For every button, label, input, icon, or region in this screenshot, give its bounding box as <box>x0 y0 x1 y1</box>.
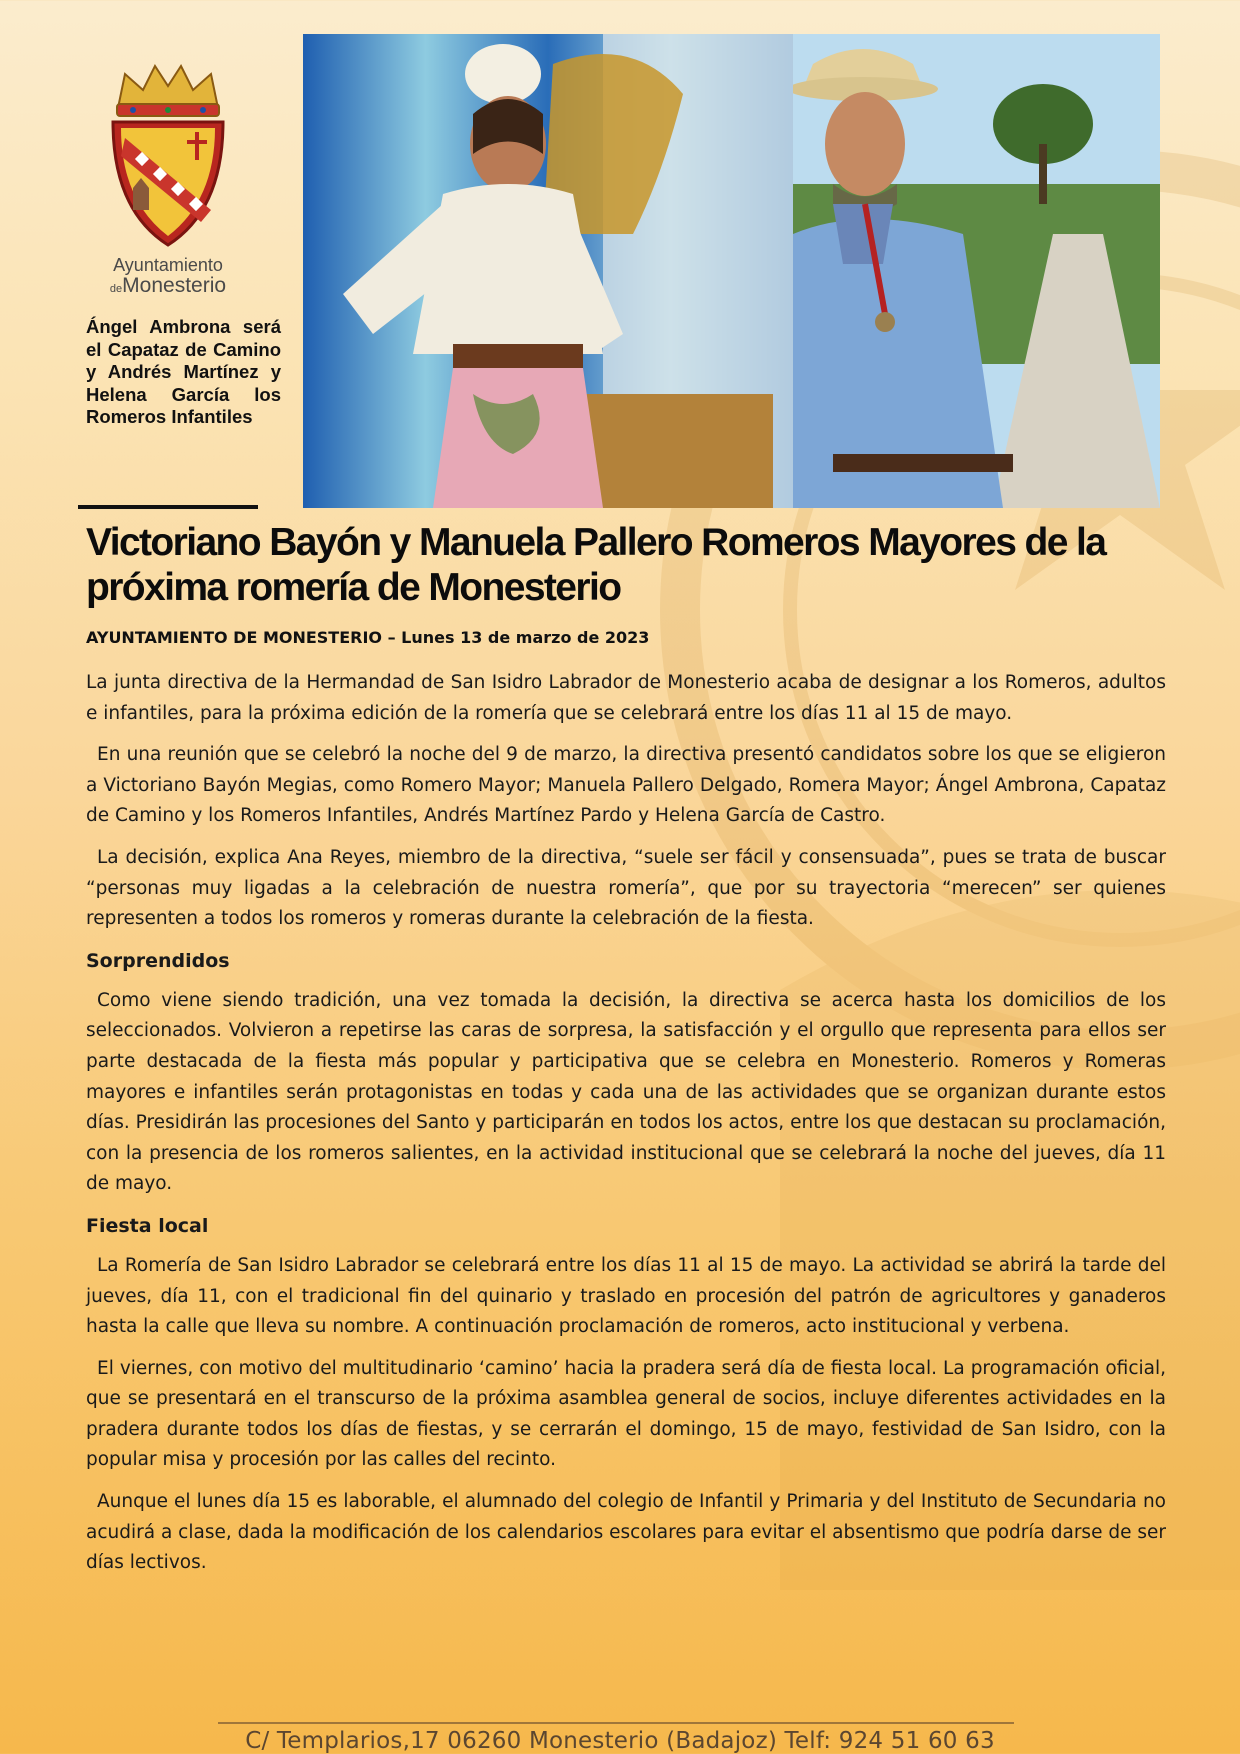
logo-line-1: Ayuntamiento <box>113 255 223 275</box>
footer-address: C/ Templarios,17 06260 Monesterio (Badajoz) Telf: 924 51 60 63 <box>245 1728 995 1754</box>
logo-line-2: deMonesterio <box>109 273 227 297</box>
paragraph-romeria: La Romería de San Isidro Labrador se celebrará entre los días 11 al 15 de mayo. La actividad se abrirá la tarde del jueves, día 11, con el tradicional fin del quinario y traslado en procesión del patrón de agricultores y ganaderos hasta la calle que lleva su nombre. A continuación proclamación de romeros, acto institucional y verbena. <box>86 1254 1166 1338</box>
municipal-logo <box>88 60 248 297</box>
subhead-divider <box>78 505 258 509</box>
paragraph-lunes: Aunque el lunes día 15 es laborable, el alumnado del colegio de Infantil y Primaria y del Instituto de Secundaria no acudirá a clase, dada la modificación de los calendarios escolares para evitar el absentismo que podría darse de ser días lectivos. <box>86 1491 1166 1574</box>
paragraph-decision: La decisión, explica Ana Reyes, miembro de la directiva, “suele ser fácil y consensuada”, pues se trata de buscar “personas muy ligadas a la celebración de nuestra romería”, que por su trayectoria “merecen” ser quienes representen a todos los romeros y romeras durante la celebración de la fiesta. <box>86 846 1166 930</box>
footer-divider <box>218 1722 1014 1724</box>
photo-romera-mayor <box>303 34 793 508</box>
article-byline: AYUNTAMIENTO DE MONESTERIO – Lunes 13 de marzo de 2023 <box>86 628 650 647</box>
paragraph-reunion: En una reunión que se celebró la noche del 9 de marzo, la directiva presentó candidatos sobre los que se eligieron a Victoriano Bayón Megias, como Romero Mayor; Manuela Pallero Delgado, Romera Mayor; Ángel Ambrona, Capataz de Camino y los Romeros Infantiles, Andrés Martínez Pardo y Helena García de Castro. <box>86 744 1166 827</box>
article-headline: Victoriano Bayón y Manuela Pallero Romeros Mayores de la próxima romería de Monesterio <box>86 521 1106 609</box>
paragraph-intro: La junta directiva de la Hermandad de San Isidro Labrador de Monesterio acaba de designar a los Romeros, adultos e infantiles, para la próxima edición de la romería que se celebrará entre los días 11 al 15 de mayo. <box>86 672 1166 724</box>
municipal-crest-icon <box>103 60 233 250</box>
paragraph-viernes: El viernes, con motivo del multitudinario ‘camino’ hacia la pradera será día de fiesta local. La programación oficial, que se presentará en el transcurso de la próxima asamblea general de socios, incluye diferentes actividades en la pradera durante todos los días de fiestas, y se cerrarán el domingo, 15 de mayo, festividad de San Isidro, con la popular misa y procesión por las calles del recinto. <box>86 1357 1166 1471</box>
section-heading-sorprendidos: Sorprendidos <box>86 949 230 972</box>
section-heading-fiesta-local: Fiesta local <box>86 1214 209 1237</box>
article-body <box>86 668 1166 1590</box>
paragraph-tradicion: Como viene siendo tradición, una vez tomada la decisión, la directiva se acerca hasta los domicilios de los seleccionados. Volvieron a repetirse las caras de sorpresa, la satisfacción y el orgullo que representa para ellos ser parte destacada de la fiesta más popular y participativa que se celebra en Monesterio. Romeros y Romeras mayores e infantiles serán protagonistas en todas y cada una de las actividades que se organizan durante estos días. Presidirán las procesiones del Santo y participarán en todos los actos, entre los que destacan su proclamación, con la presencia de los romeros salientes, en la actividad institucional que se celebrará la noche del jueves, día 11 de mayo. <box>86 989 1166 1195</box>
subheadline: Ángel Ambrona será el Capataz de Camino y Andrés Martínez y Helena García los Romeros Infantiles <box>86 316 281 427</box>
photo-romero-mayor <box>793 34 1160 508</box>
